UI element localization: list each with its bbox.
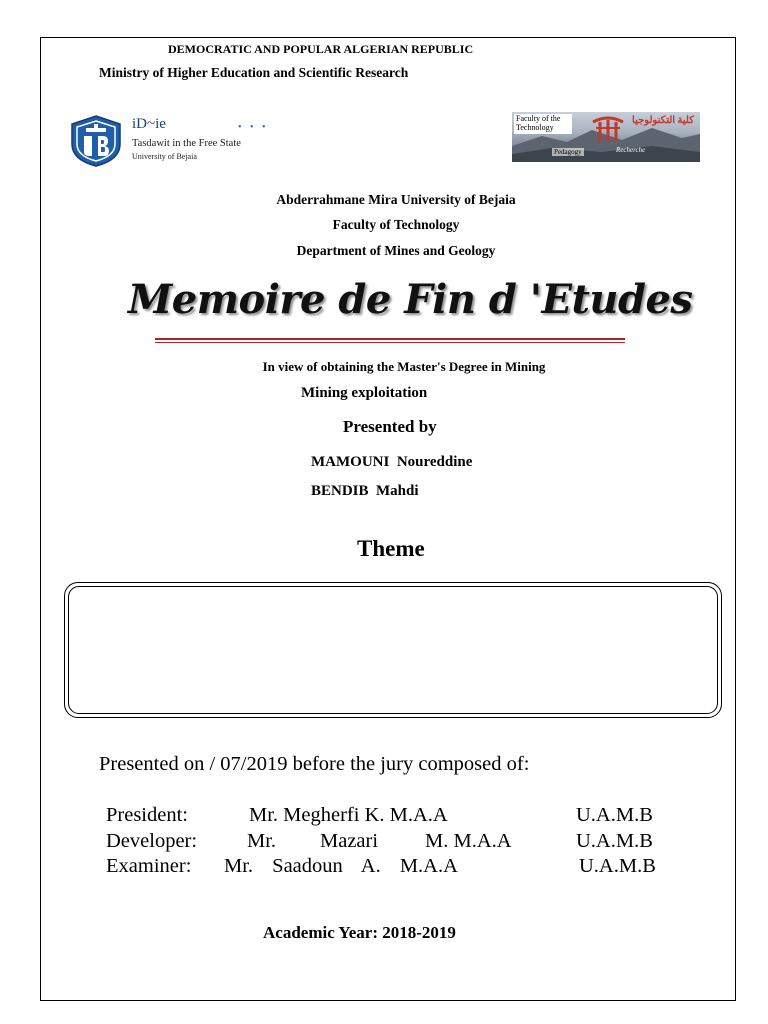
- faculty-label-line2: Technology: [516, 123, 554, 132]
- university-name-small: University of Bejaia: [132, 152, 197, 161]
- university-of-bejaia-emblem-icon: [68, 114, 124, 168]
- title-underline: [155, 338, 625, 340]
- jury-role: Examiner:: [106, 855, 192, 877]
- theme-label: Theme: [357, 536, 425, 561]
- faculty-name: Faculty of Technology: [332, 217, 460, 232]
- degree-purpose: In view of obtaining the Master's Degree in Mining: [262, 359, 546, 374]
- jury-institution: U.A.M.B: [576, 830, 653, 852]
- university-name: Abderrahmane Mira University of Bejaia: [276, 192, 516, 207]
- academic-year: Academic Year: 2018-2019: [263, 923, 456, 942]
- jury-member-title: Mr.: [247, 830, 277, 852]
- student-name: MAMOUNI Noureddine: [311, 454, 473, 470]
- faculty-arabic-label: كلية التكنولوجيا: [632, 115, 694, 126]
- ministry-heading: Ministry of Higher Education and Scientific Research: [99, 65, 409, 80]
- faculty-label-line1: Faculty of the: [516, 114, 561, 123]
- university-brand-dots: • • •: [238, 122, 269, 133]
- jury-role: Developer:: [106, 830, 198, 852]
- pedagogy-label: Pedagogy: [554, 148, 582, 156]
- faculty-label-box: [514, 114, 572, 134]
- jury-role: President:: [106, 804, 188, 826]
- title-underline-thin: [155, 342, 625, 343]
- jury-member-surname: Mazari: [320, 830, 379, 852]
- faculty-logo: [512, 112, 700, 162]
- presented-by-label: Presented by: [343, 417, 437, 436]
- theme-box-inner: [68, 586, 718, 714]
- jury-member-name: Mr. Saadoun A. M.A.A: [224, 855, 458, 877]
- jury-member-initial-grade: M. M.A.A: [425, 830, 512, 852]
- specialty: Mining exploitation: [301, 385, 428, 401]
- jury-member-name: Mr. Megherfi K. M.A.A: [249, 804, 448, 826]
- recherche-label: Recherche: [616, 146, 646, 154]
- jury-institution: U.A.M.B: [579, 855, 656, 877]
- university-logo: [68, 112, 269, 168]
- jury-intro: Presented on / 07/2019 before the jury composed of:: [99, 753, 530, 775]
- document-title: Memoire de Fin d 'Etudes: [128, 276, 693, 323]
- department-name: Department of Mines and Geology: [296, 243, 496, 258]
- student-name: BENDIB Mahdi: [311, 483, 419, 499]
- university-tagline: Tasdawit in the Free State: [132, 138, 241, 149]
- republic-heading: DEMOCRATIC AND POPULAR ALGERIAN REPUBLIC: [168, 42, 474, 56]
- jury-institution: U.A.M.B: [576, 804, 653, 826]
- university-brand-text: iD~ie: [132, 116, 166, 132]
- faculty-emblem-icon: [590, 114, 626, 144]
